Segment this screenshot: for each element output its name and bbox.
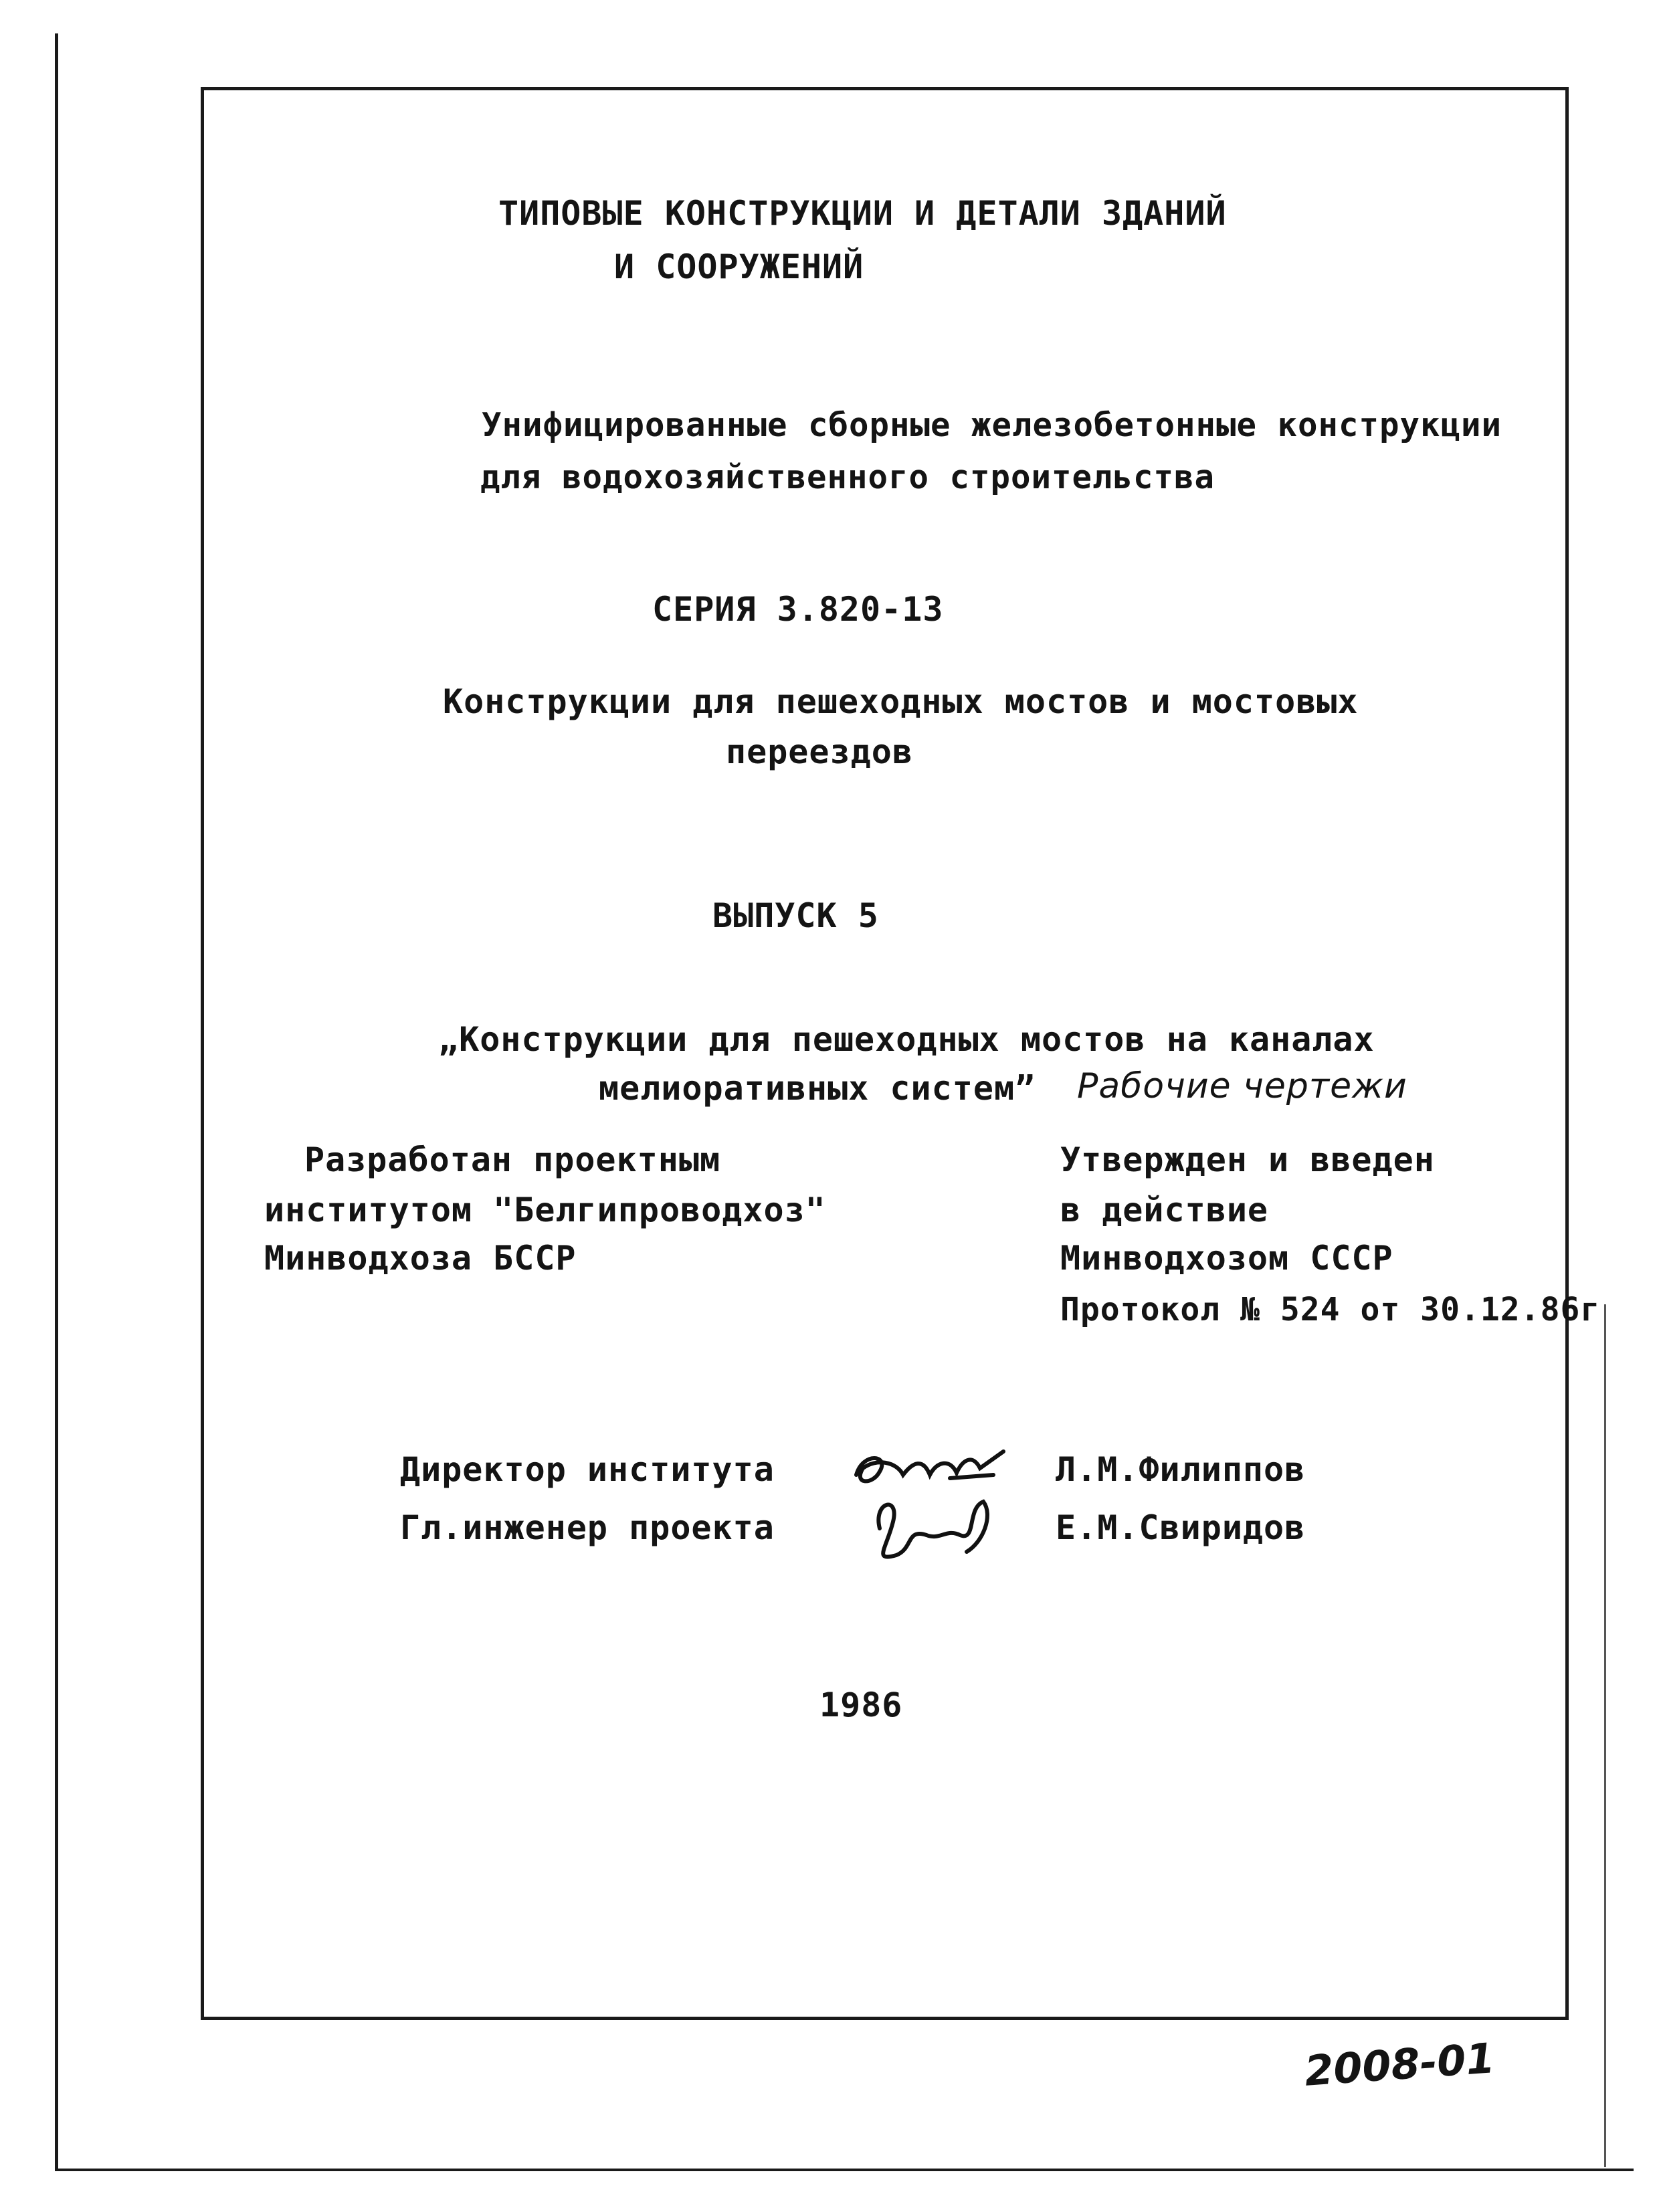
year: 1986 [819, 1686, 903, 1724]
issue-title-line-1: „Конструкции для пешеходных мостов на каналах [438, 1020, 1375, 1059]
signature-role-chief-engineer: Гл.инженер проекта [400, 1508, 775, 1547]
inventory-number: 2008-01 [1302, 2033, 1496, 2096]
signature-name-director: Л.М.Филиппов [1056, 1450, 1306, 1489]
signature-role-director: Директор института [400, 1450, 775, 1489]
right-margin-line [1604, 1304, 1606, 2167]
bottom-margin-line [55, 2169, 1634, 2171]
developer-line-2: институтом "Белгипроводхоз" [264, 1191, 826, 1229]
subject-line-1: Унифицированные сборные железобетонные конструкции [482, 406, 1502, 444]
signature-name-chief-engineer: Е.М.Свиридов [1056, 1508, 1306, 1547]
approval-line-2: в действие [1060, 1191, 1269, 1229]
issue-title-handwritten: Рабочие чертежи [1077, 1066, 1407, 1106]
approval-protocol: Протокол № 524 от 30.12.86г [1060, 1291, 1601, 1328]
left-margin-line [55, 33, 58, 2171]
approval-line-1: Утвержден и введен [1060, 1140, 1435, 1179]
chief-engineer-signature [866, 1488, 1000, 1569]
subject-line-2: для водохозяйственного строительства [480, 458, 1215, 496]
series-code: СЕРИЯ 3.820-13 [652, 590, 944, 629]
series-title-line-2: переездов [726, 732, 913, 771]
header-line-1: ТИПОВЫЕ КОНСТРУКЦИИ И ДЕТАЛИ ЗДАНИЙ [498, 194, 1227, 233]
developer-line-1: Разработан проектным [304, 1140, 721, 1179]
series-title-line-1: Конструкции для пешеходных мостов и мостовых [443, 682, 1359, 721]
developer-line-3: Минводхоза БССР [264, 1239, 577, 1278]
issue-title-line-2: мелиоративных систем” [599, 1069, 1036, 1108]
header-line-2: И СООРУЖЕНИЙ [614, 247, 864, 286]
approval-line-3: Минводхозом СССР [1060, 1239, 1393, 1278]
issue-number: ВЫПУСК 5 [712, 896, 879, 935]
